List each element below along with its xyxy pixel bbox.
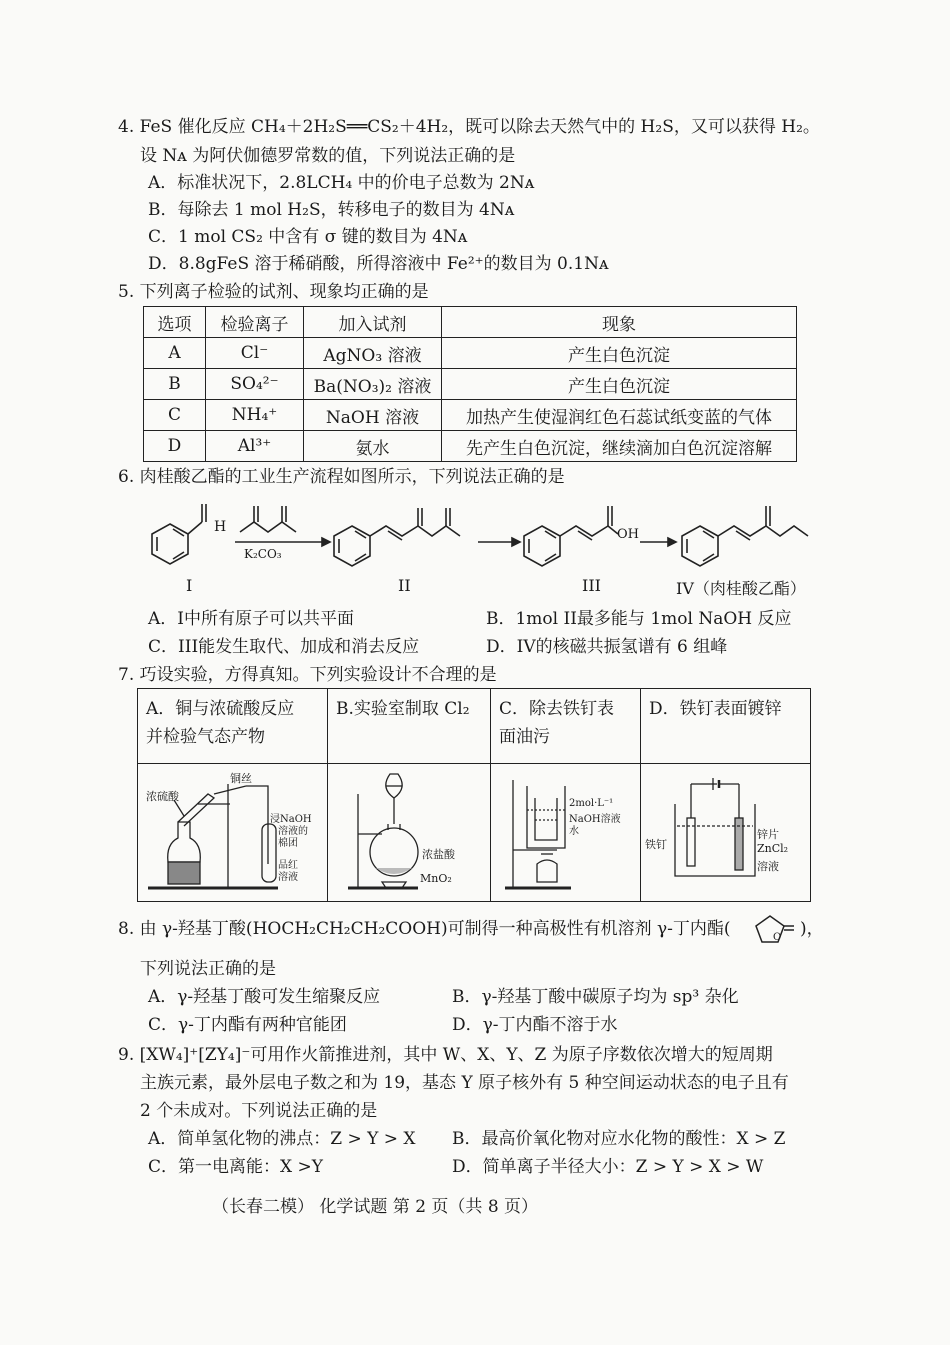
q8-line1-end: )， [800,919,824,939]
reagent-label: K₂CO₃ [244,547,282,561]
label-naoh-solution: NaOH溶液 [569,814,621,825]
q9-line1: 9. [XW₄]⁺[ZY₄]⁻可用作火箭推进剂，其中 W、X、Y、Z 为原子序数依次增大的短周期 [118,1045,773,1065]
label-naoh-1: 浸NaOH [270,814,312,825]
table-cell: 先产生白色沉淀，继续滴加白色沉淀溶解 [442,431,797,462]
oh-label: OH [617,527,639,542]
experiment-a-title [138,689,328,763]
label-water: 水 [569,826,579,837]
compound-iv-label: IV（肉桂酸乙酯） [676,579,806,598]
q4-line2: 设 Nᴀ 为阿伏伽德罗常数的值，下列说法正确的是 [140,146,516,166]
table-cell: Cl⁻ [206,338,304,369]
experiment-b-title-line1: B.实验室制取 Cl₂ [336,699,470,719]
q4-option-d: D．8.8gFeS 溶于稀硝酸，所得溶液中 Fe²⁺的数目为 0.1Nᴀ [148,254,609,274]
q8-option-c: C．γ-丁内酯有两种官能团 [148,1015,347,1035]
experiment-b-title [328,689,491,763]
compound-iv-structure [682,506,808,566]
q8-option-b: B．γ-羟基丁酸中碳原子均为 sp³ 杂化 [452,987,739,1007]
q6-stem: 6. 肉桂酸乙酯的工业生产流程如图所示，下列说法正确的是 [118,467,565,487]
experiment-d-title-line1: D．铁钉表面镀锌 [649,699,782,719]
table-cell: Ba(NO₃)₂ 溶液 [304,369,442,400]
q6-option-d: D．IV的核磁共振氢谱有 6 组峰 [486,637,728,657]
q8-option-d: D．γ-丁内酯不溶于水 [452,1015,618,1035]
label-mno2: MnO₂ [420,872,452,885]
table-row [144,431,797,462]
table-cell: 氨水 [304,431,442,462]
q8-line2: 下列说法正确的是 [140,959,276,979]
table-header: 选项 [144,307,206,338]
compound-iii-label: III [582,576,601,595]
table-cell: 加热产生使湿润红色石蕊试纸变蓝的气体 [442,400,797,431]
q8-option-a: A．γ-羟基丁酸可发生缩聚反应 [148,987,381,1007]
lactone-ring-o: O [773,932,782,943]
q6-option-a: A．I中所有原子可以共平面 [148,609,354,629]
table-cell: SO₄²⁻ [206,369,304,400]
q4-option-a: A．标准状况下，2.8LCH₄ 中的价电子总数为 2Nᴀ [148,173,535,193]
q9-line3: 2 个未成对。下列说法正确的是 [140,1101,378,1121]
butyrolactone-structure [746,908,802,952]
q5-stem: 5. 下列离子检验的试剂、现象均正确的是 [118,282,429,302]
q7-stem: 7. 巧设实验，方得真知。下列实验设计不合理的是 [118,665,497,685]
label-magenta-2: 溶液 [278,872,298,883]
experiment-d-title [641,689,810,763]
q6-option-b: B．1mol II最多能与 1mol NaOH 反应 [486,609,792,629]
table-header-row [144,307,797,338]
table-cell: NaOH 溶液 [304,400,442,431]
table-row [144,369,797,400]
anhydride-structure [240,506,296,532]
experiment-c-diagram [491,763,641,901]
table-header: 现象 [442,307,797,338]
label-conc: 2mol·L⁻¹ [569,798,614,809]
label-solution: 溶液 [757,860,779,873]
table-row [144,400,797,431]
label-zinc-plate: 锌片 [757,828,779,841]
q9-option-c: C．第一电离能：X >Y [148,1157,323,1177]
compound-i-label: I [186,576,193,595]
q8-line1: 8. 由 γ-羟基丁酸(HOCH₂CH₂CH₂COOH)可制得一种高极性有机溶剂 γ-丁内酯( [118,919,731,939]
compound-ii-label: II [398,576,411,595]
q9-option-d: D．简单离子半径大小：Z > Y > X > W [452,1157,764,1177]
label-iron-nail: 铁钉 [645,838,667,851]
q4-option-b: B．每除去 1 mol H₂S，转移电子的数目为 4Nᴀ [148,200,515,220]
table-cell: D [144,431,206,462]
q4-option-c: C．1 mol CS₂ 中含有 σ 键的数目为 4Nᴀ [148,227,468,247]
compound-i-structure [152,504,206,564]
label-naoh-2: 溶液的 [278,826,308,837]
label-naoh-3: 棉团 [278,838,298,849]
table-row [144,338,797,369]
experiment-a-title-line1: A．铜与浓硫酸反应 [146,699,295,719]
table-cell: B [144,369,206,400]
q9-line2: 主族元素，最外层电子数之和为 19，基态 Y 原子核外有 5 种空间运动状态的电子且有 [140,1073,789,1093]
page-footer: （长春二模） 化学试题 第 2 页（共 8 页） [212,1197,539,1217]
q9-option-b: B．最高价氧化物对应水化物的酸性：X > Z [452,1129,786,1149]
q9-option-a: A．简单氢化物的沸点：Z > Y > X [148,1129,416,1149]
experiment-c-title-line1: C．除去铁钉表 [499,699,615,719]
table-cell: AgNO₃ 溶液 [304,338,442,369]
ion-test-table [143,306,797,462]
experiment-d-diagram [641,763,810,901]
experiment-a-title-line2: 并检验气态产物 [146,727,265,747]
q4-line1: 4. FeS 催化反应 CH₄＋2H₂S══CS₂＋4H₂，既可以除去天然气中的 H₂S，又可以获得 H₂。 [118,117,820,137]
label-zncl2: ZnCl₂ [757,842,789,855]
q6-option-c: C．III能发生取代、加成和消去反应 [148,637,420,657]
label-copper-wire: 铜丝 [230,772,252,785]
label-conc-sulfuric: 浓硫酸 [146,790,179,803]
table-header: 加入试剂 [304,307,442,338]
compound-ii-structure [334,508,460,566]
experiment-c-title-line2: 面油污 [499,727,550,747]
label-magenta-1: 品红 [278,860,298,871]
table-cell: 产生白色沉淀 [442,338,797,369]
table-cell: NH₄⁺ [206,400,304,431]
table-cell: Al³⁺ [206,431,304,462]
experiment-a-diagram [138,763,328,901]
experiment-table [137,688,811,902]
experiment-b-diagram [328,763,491,901]
experiment-c-title [491,689,641,763]
table-cell: A [144,338,206,369]
label-conc-hcl: 浓盐酸 [422,848,455,861]
aldehyde-h-label: H [214,519,227,535]
table-cell: C [144,400,206,431]
table-header: 检验离子 [206,307,304,338]
table-cell: 产生白色沉淀 [442,369,797,400]
compound-iii-structure [524,506,618,566]
